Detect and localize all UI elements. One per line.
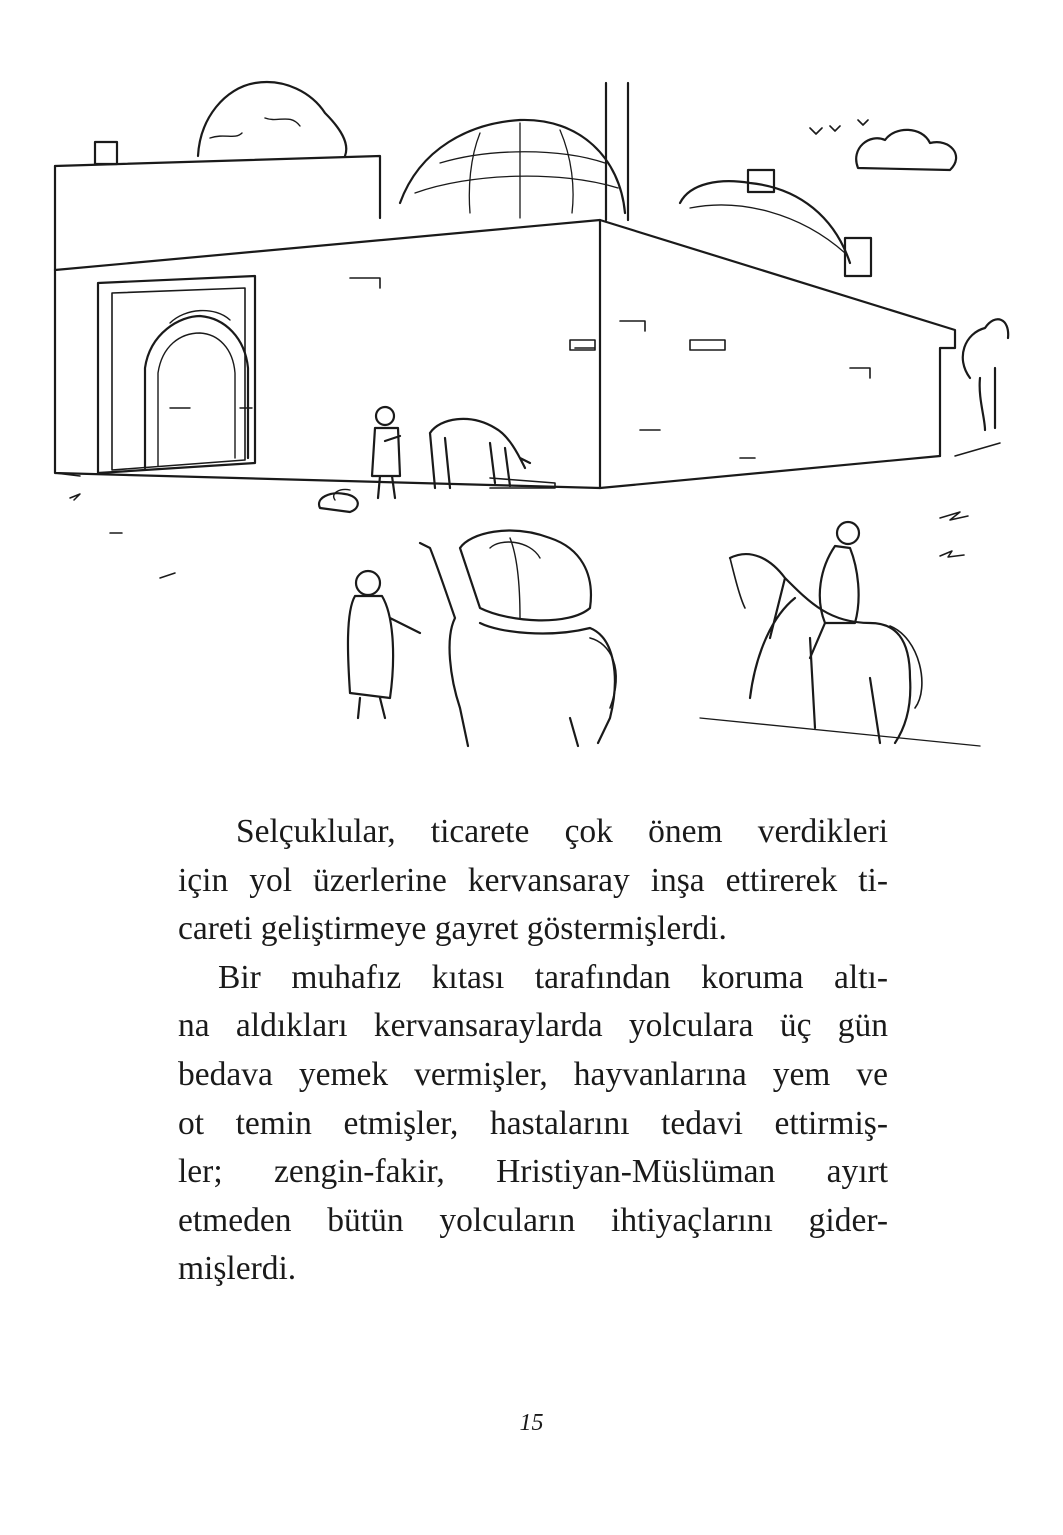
text-line: için yol üzerlerine kervansaray inşa ettirerek ti-	[178, 861, 888, 899]
text-line: Selçuklular, ticarete çok önem verdikleri	[236, 813, 888, 850]
paragraph-2	[178, 954, 888, 1294]
caravanserai-illustration	[50, 78, 1010, 750]
paragraph-1	[178, 808, 888, 954]
text-line: etmeden bütün yolcuların ihtiyaçlarını gider-	[178, 1201, 888, 1239]
text-line: ler; zengin-fakir, Hristiyan-Müslüman ayırt	[178, 1153, 888, 1191]
page-number: 15	[519, 1410, 544, 1436]
text-line: careti geliştirmeye gayret göstermişlerdi.	[178, 910, 727, 948]
body-text	[178, 808, 888, 1294]
text-line: bedava yemek vermişler, hayvanlarına yem ve	[178, 1055, 888, 1093]
text-line: ot temin etmişler, hastalarını tedavi ettirmiş-	[178, 1104, 888, 1142]
text-line: mişlerdi.	[178, 1250, 297, 1288]
text-line: na aldıkları kervansaraylarda yolculara üç gün	[178, 1007, 888, 1045]
text-line: Bir muhafız kıtası tarafından koruma altı-	[218, 958, 888, 996]
